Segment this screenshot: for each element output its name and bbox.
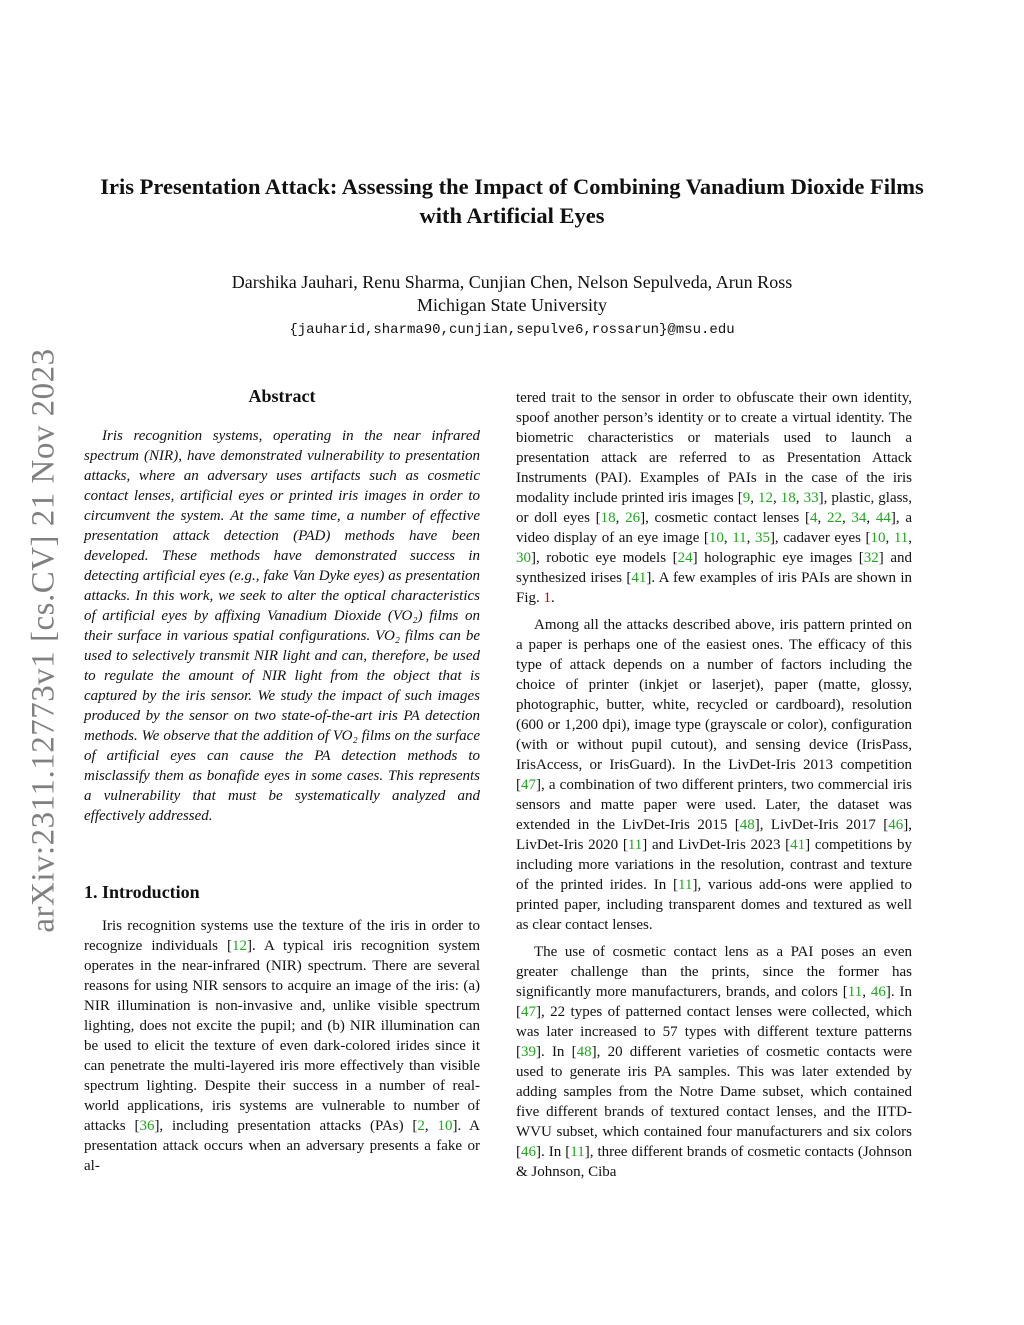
citation-link[interactable]: 11 bbox=[847, 984, 863, 1000]
citation-link[interactable]: 30 bbox=[516, 550, 531, 566]
citation-link[interactable]: 11 bbox=[732, 530, 747, 546]
contact-lens-paragraph: The use of cosmetic contact lens as a PAI poses an even greater challenge than the prints, since the former has significantly more manufacturers, brands, and colors [11, 46]. In [47], 22 types of patterned contact lenses were collected, which was later increased to 57 types with different texture patterns [39]. In [48], 20 different varieties of cosmetic contacts were used to generate iris PA samples. This was later extended by adding samples from the Notre Dame subset, which contained five different brands of textured contact lenses, and the IITD-WVU subset, which contained four manufacturers and six colors [46]. In [11], three different brands of cosmetic contacts (Johnson & Johnson, Ciba bbox=[516, 944, 913, 1180]
citation-link[interactable]: 35 bbox=[754, 530, 770, 546]
citation-link[interactable]: 33 bbox=[803, 490, 819, 506]
citation-link[interactable]: 34 bbox=[851, 510, 867, 526]
intro-paragraph: Iris recognition systems use the texture of the iris in order to recognize individuals [12]. A typical iris recognition system operates in the near-infrared (NIR) spectrum. There are several reasons for using NIR sensors to acquire an image of the iris: (a) NIR illumination is non-invasive and, unlike visible spectrum lighting, does not excite the pupil; and (b) NIR illumination can be used to elicit the texture of even dark-colored irides since it can penetrate the multi-layered iris more effectively than visible spectrum lighting. Despite their success in a number of real-world applications, iris systems are vulnerable to number of attacks [36], including presentation attacks (PAs) [2, 10]. A presentation attack occurs when an adversary presents a fake or al- bbox=[84, 918, 480, 1174]
arxiv-identifier-text: arXiv:2311.12773v1 [cs.CV] 21 Nov 2023 bbox=[25, 347, 62, 933]
abstract-text: Iris recognition systems, operating in the near infrared spectrum (NIR), have demonstrated vulnerability to presentation attacks, where an adversary uses artifacts such as cosmetic contact lenses, artificial eyes or printed iris images in order to circumvent the system. At the same time, a number of effective presentation attack detection (PAD) methods have been developed. These methods have demonstrated success in detecting artificial eyes (e.g., fake Van Dyke eyes) as presentation attacks. In this work, we seek to alter the optical characteristics of artificial eyes by affixing Vanadium Dioxide (VO₂) films on their surface in various spatial configurations. VO₂ films can be used to selectively transmit NIR light and can, therefore, be used to regulate the amount of NIR light from the object that is captured by the iris sensor. We study the impact of such images produced by the sensor on two state-of-the-art iris PA detection methods. We observe that the addition of VO₂ films on the surface of artificial eyes can cause the PA detection methods to misclassify them as bonafide eyes in some cases. This represents a vulnerability that must be systematically analyzed and effectively addressed. bbox=[84, 428, 480, 824]
arxiv-identifier bbox=[24, 345, 64, 935]
citation-link[interactable]: 46 bbox=[870, 984, 886, 1000]
citation-link[interactable]: 9 bbox=[742, 490, 751, 506]
right-column bbox=[516, 388, 912, 1182]
introduction-heading: 1. Introduction bbox=[84, 882, 200, 902]
citation-link[interactable]: 4 bbox=[809, 510, 818, 526]
printed-attack-paragraph: Among all the attacks described above, iris pattern printed on a paper is perhaps one of the easiest ones. The efficacy of this type of attack depends on a number of factors including the choice of printer (inkjet or laserjet), paper (matte, glossy, photographic, butter, white, recycled or cardboard), resolution (600 or 1,200 dpi), image type (grayscale or color), configuration (with or without pupil cutout), and sensing device (IrisPass, IrisAccess, or IrisGuard). In the LivDet-Iris 2013 competition [47], a combination of two different printers, two commercial iris sensors and matte paper were used. Later, the dataset was extended in the LivDet-Iris 2015 [48], LivDet-Iris 2017 [46], LivDet-Iris 2020 [11] and LivDet-Iris 2023 [41] competitions by including more variations in the resolution, contrast and texture of the printed irides. In [11], various add-ons were applied to printed paper, including transparent domes and textured as well as clear contact lenses. bbox=[516, 617, 913, 933]
citation-link[interactable]: 47 bbox=[521, 1004, 536, 1020]
affiliation: Michigan State University bbox=[417, 295, 607, 315]
citation-link[interactable]: 10 bbox=[708, 530, 724, 546]
abstract-heading: Abstract bbox=[248, 386, 316, 406]
figure-reference-link[interactable]: 1 bbox=[543, 590, 552, 606]
citation-link[interactable]: 10 bbox=[870, 530, 886, 546]
citation-link[interactable]: 48 bbox=[739, 817, 755, 833]
author-list: Darshika Jauhari, Renu Sharma, Cunjian Chen, Nelson Sepulveda, Arun Ross bbox=[231, 272, 793, 292]
citation-link[interactable]: 44 bbox=[875, 510, 891, 526]
citation-link[interactable]: 41 bbox=[790, 837, 806, 853]
author-emails: {jauharid,sharma90,cunjian,sepulve6,rossarun}@msu.edu bbox=[289, 322, 735, 338]
citation-link[interactable]: 32 bbox=[863, 550, 879, 566]
citation-link[interactable]: 48 bbox=[576, 1044, 592, 1060]
paper-title: Iris Presentation Attack: Assessing the Impact of Combining Vanadium Dioxide Films with Artificial Eyes bbox=[100, 174, 924, 228]
citation-link[interactable]: 10 bbox=[437, 1118, 453, 1134]
citation-link[interactable]: 46 bbox=[521, 1144, 536, 1160]
pai-examples-paragraph: tered trait to the sensor in order to obfuscate their own identity, spoof another person’s identity or to create a virtual identity. The biometric characteristics or materials used to launch a presentation attack are referred to as Presentation Attack Instruments (PAI). Examples of PAIs in the case of the iris modality include printed iris images [9, 12, 18, 33], plastic, glass, or doll eyes [18, 26], cosmetic contact lenses [4, 22, 34, 44], a video display of an eye image [10, 11, 35], cadaver eyes [10, 11, 30], robotic eye models [24] holographic eye images [32] and synthesized irises [41]. A few examples of iris PAIs are shown in Fig. 1. bbox=[516, 390, 913, 606]
citation-link[interactable]: 18 bbox=[600, 510, 616, 526]
citation-link[interactable]: 12 bbox=[232, 938, 247, 954]
citation-link[interactable]: 36 bbox=[139, 1118, 155, 1134]
left-column bbox=[84, 386, 480, 1176]
citation-link[interactable]: 18 bbox=[780, 490, 796, 506]
citation-link[interactable]: 39 bbox=[521, 1044, 536, 1060]
citation-link[interactable]: 26 bbox=[625, 510, 641, 526]
author-block bbox=[80, 271, 944, 317]
citation-link[interactable]: 11 bbox=[627, 837, 643, 853]
citation-link[interactable]: 12 bbox=[758, 490, 774, 506]
citation-link[interactable]: 11 bbox=[570, 1144, 585, 1160]
citation-link[interactable]: 24 bbox=[677, 550, 693, 566]
citation-link[interactable]: 2 bbox=[417, 1118, 425, 1134]
citation-link[interactable]: 22 bbox=[826, 510, 842, 526]
citation-link[interactable]: 11 bbox=[893, 530, 909, 546]
citation-link[interactable]: 47 bbox=[521, 777, 536, 793]
citation-link[interactable]: 11 bbox=[678, 877, 693, 893]
citation-link[interactable]: 46 bbox=[888, 817, 904, 833]
citation-link[interactable]: 41 bbox=[631, 570, 647, 586]
